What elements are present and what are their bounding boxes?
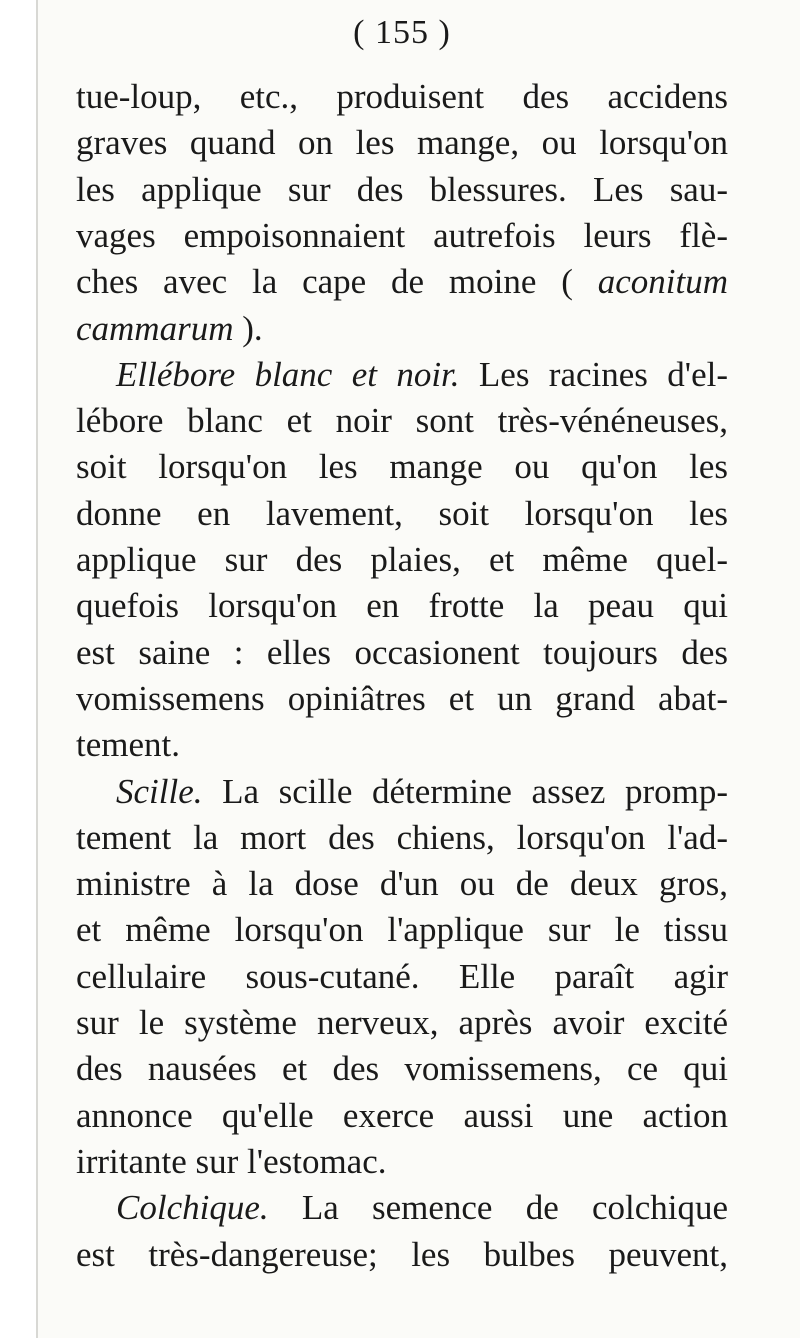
italic-term: cammarum <box>76 308 234 348</box>
line-text: vages empoisonnaient autrefois leurs flè- <box>76 215 728 255</box>
line-text: sur le système nerveux, après avoir excité <box>76 1003 728 1042</box>
text-line <box>76 213 728 259</box>
text-line <box>76 74 728 120</box>
text-line <box>76 1046 728 1092</box>
text-line <box>76 769 728 815</box>
page-number: ( 155 ) <box>353 14 451 51</box>
line-text: lébore blanc et noir sont très-vénéneuses, <box>76 401 728 441</box>
line-text: ministre à la dose d'un ou de deux gros, <box>76 864 728 904</box>
text-line <box>76 537 728 583</box>
line-text: cellulaire sous-cutané. Elle paraît agir <box>76 956 728 996</box>
line-text: tue-loup, etc., produisent des accidens <box>76 77 728 116</box>
text-line <box>76 907 728 953</box>
line-text: Les racines d'el- <box>459 354 728 394</box>
text-line <box>76 120 728 166</box>
text-line <box>76 630 728 676</box>
line-text: quefois lorsqu'on en frotte la peau qui <box>76 586 728 626</box>
line-text: irritante sur l'estomac. <box>76 1141 387 1181</box>
line-text: tement la mort des chiens, lorsqu'on l'ad- <box>76 817 728 857</box>
text-line <box>76 815 728 861</box>
text-line <box>76 167 728 213</box>
line-text: tement. <box>76 725 180 765</box>
line-text: La semence de colchique <box>268 1188 728 1228</box>
text-line <box>76 1000 728 1046</box>
text-line <box>76 398 728 444</box>
italic-term: aconitum <box>572 262 728 302</box>
text-line <box>76 491 728 537</box>
line-text: est très-dangereuse; les bulbes peuvent, <box>76 1234 728 1274</box>
text-line <box>76 1139 728 1185</box>
text-line <box>76 583 728 629</box>
italic-term: Scille. <box>116 771 203 811</box>
book-page <box>36 0 800 1338</box>
text-line <box>76 352 728 398</box>
line-text: est saine : elles occasionent toujours des <box>76 632 728 672</box>
text-line <box>76 306 728 352</box>
line-text: ). <box>233 308 263 348</box>
line-text: les applique sur des blessures. Les sau- <box>76 169 728 209</box>
line-text: La scille détermine assez promp- <box>202 771 728 811</box>
text-line <box>76 676 728 722</box>
text-line <box>76 259 728 305</box>
text-line <box>76 722 728 768</box>
text-line <box>76 1185 728 1231</box>
line-text: annonce qu'elle exerce aussi une action <box>76 1095 728 1135</box>
italic-term: Colchique. <box>116 1188 269 1228</box>
text-line <box>76 1232 728 1278</box>
line-text: vomissemens opiniâtres et un grand abat- <box>76 678 728 718</box>
text-line <box>76 1093 728 1139</box>
line-text: graves quand on les mange, ou lorsqu'on <box>76 123 728 163</box>
line-text: applique sur des plaies, et même quel- <box>76 540 728 579</box>
italic-term: Ellébore blanc et noir. <box>116 354 460 394</box>
text-line <box>76 861 728 907</box>
line-text: ches avec la cape de moine ( <box>76 262 573 302</box>
line-text: soit lorsqu'on les mange ou qu'on les <box>76 447 728 487</box>
line-text: des nausées et des vomissemens, ce qui <box>76 1049 728 1089</box>
line-text: et même lorsqu'on l'applique sur le tissu <box>76 910 728 950</box>
line-text: donne en lavement, soit lorsqu'on les <box>76 493 728 533</box>
text-line <box>76 444 728 490</box>
text-line <box>76 954 728 1000</box>
